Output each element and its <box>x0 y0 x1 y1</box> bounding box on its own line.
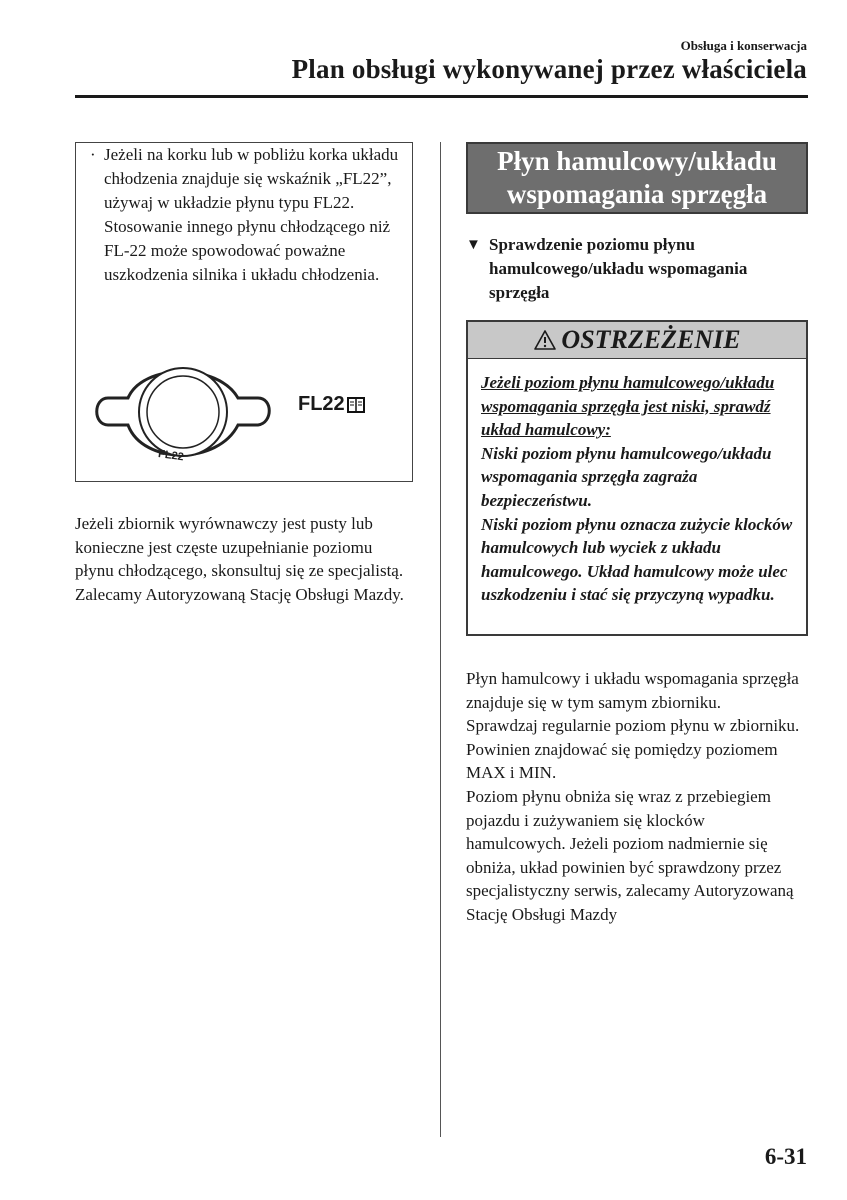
heading-rule <box>75 95 808 98</box>
warning-underlined-text: Jeżeli poziom płynu hamulcowego/układu wspomagania sprzęgła jest niski, sprawdź układ hamulcowy: <box>481 373 775 440</box>
subheading-text: Sprawdzenie poziomu płynu hamulcowego/układu wspomagania sprzęgła <box>489 235 748 302</box>
bullet-marker: · <box>90 145 96 164</box>
brake-fluid-paragraph-2: Sprawdzaj regularnie poziom płynu w zbiorniku. Powinien znajdować się pomiędzy poziomem MAX i MIN. <box>466 716 800 783</box>
triangle-down-icon: ▼ <box>466 237 481 253</box>
section-title-box <box>466 142 808 214</box>
radiator-cap-illustration <box>88 353 278 473</box>
page-title: Plan obsługi wykonywanej przez właściciela <box>291 54 807 84</box>
section-label: Obsługa i konserwacja <box>680 38 807 53</box>
coolant-note-box <box>75 142 413 482</box>
warning-text-2: Niski poziom płynu oznacza zużycie klocków hamulcowych lub wyciek z układu hamulcowego. Układ hamulcowy może ulec uszkodzeniu i stać się przyczyną wypadku. <box>481 514 793 605</box>
warning-header <box>468 322 806 359</box>
cap-fl22-marking: FL22 <box>157 447 185 464</box>
warning-box <box>466 320 808 636</box>
coolant-note-text: Jeżeli na korku lub w pobliżu korka układu chłodzenia znajduje się wskaźnik „FL22”, używaj w układzie płynu typu FL22. Stosowanie innego płynu chłodzącego niż FL-22 może spowodować poważne uszkodzenia silnika i układu chłodzenia. <box>104 145 399 284</box>
brake-fluid-paragraph-1: Płyn hamulcowy i układu wspomagania sprzęgła znajduje się w tym samym zbiorniku. <box>466 669 799 712</box>
fl22-indicator <box>298 393 365 416</box>
column-divider <box>440 142 441 1137</box>
section-title: Płyn hamulcowy/układu wspomagania sprzęgła <box>497 146 777 209</box>
brake-fluid-paragraph-3: Poziom płynu obniża się wraz z przebiegiem pojazdu i zużywaniem się klocków hamulcowych. Jeżeli poziom nadmiernie się obniża, układ powinien być sprawdzony przez specjalistyczny serwis, zalecamy Autoryzowaną Stację Obsługi Mazdy <box>466 786 794 924</box>
warning-text-1: Niski poziom płynu hamulcowego/układu wspomagania sprzęgła zagraża bezpieczeństwu. <box>481 443 772 510</box>
fl22-label-text: FL22 <box>298 393 345 415</box>
warning-title: OSTRZEŻENIE <box>561 325 741 354</box>
brake-fluid-info <box>466 667 808 927</box>
page-number: 6-31 <box>764 1144 807 1169</box>
expansion-tank-paragraph: Jeżeli zbiornik wyrównawczy jest pusty lub konieczne jest częste uzupełnianie poziomu płynu chłodzącego, skonsultuj się ze specjalistą. Zalecamy Autoryzowaną Stację Obsługi Mazdy. <box>75 514 404 604</box>
warning-triangle-icon <box>533 329 557 351</box>
warning-text <box>481 371 801 607</box>
manual-book-icon <box>347 396 365 414</box>
